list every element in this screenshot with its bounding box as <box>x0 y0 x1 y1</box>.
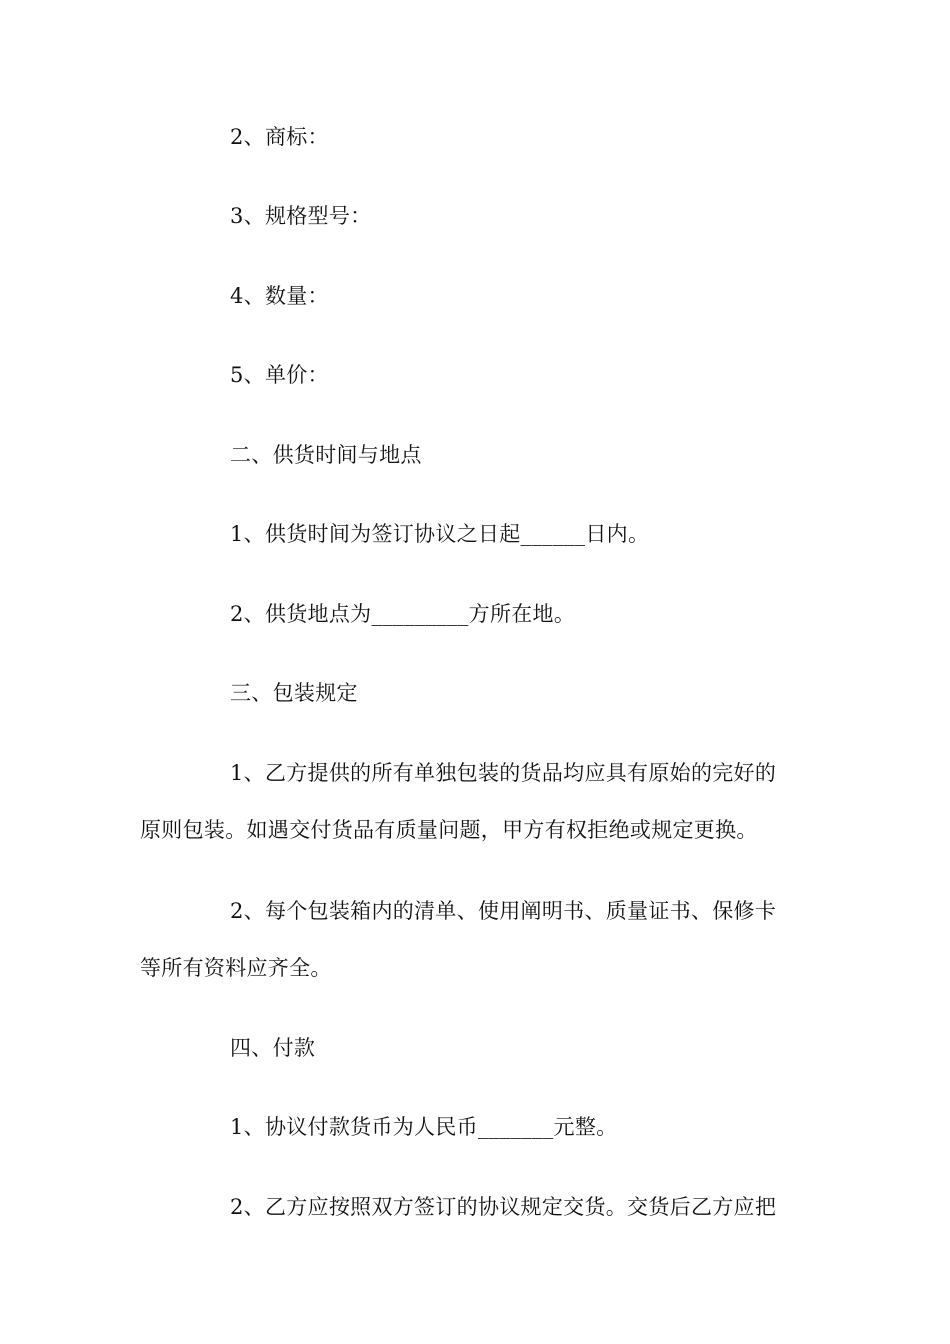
packaging-clause-1-line-1: 1、乙方提供的所有单独包装的货品均应具有原始的完好的 <box>230 761 777 785</box>
packaging-clause-2-line-1: 2、每个包装箱内的清单、使用阐明书、质量证书、保修卡 <box>230 899 777 923</box>
item-unit-price: 5、单价： <box>230 363 329 387</box>
item-quantity: 4、数量： <box>230 284 329 308</box>
delivery-time-clause: 1、供货时间为签订协议之日起______日内。 <box>230 522 650 546</box>
section-heading-packaging: 三、包装规定 <box>230 681 358 705</box>
item-specification-model: 3、规格型号： <box>230 204 372 228</box>
item-trademark: 2、商标： <box>230 125 329 149</box>
section-heading-payment: 四、付款 <box>230 1036 316 1060</box>
packaging-clause-2-line-2: 等所有资料应齐全。 <box>140 956 332 980</box>
section-heading-delivery: 二、供货时间与地点 <box>230 443 422 467</box>
packaging-clause-1-line-2: 原则包装。如遇交付货品有质量问题，甲方有权拒绝或规定更换。 <box>140 818 758 842</box>
payment-currency-clause: 1、协议付款货币为人民币_______元整。 <box>230 1115 618 1139</box>
payment-delivery-clause: 2、乙方应按照双方签订的协议规定交货。交货后乙方应把 <box>230 1195 777 1219</box>
delivery-place-clause: 2、供货地点为_________方所在地。 <box>230 602 576 626</box>
